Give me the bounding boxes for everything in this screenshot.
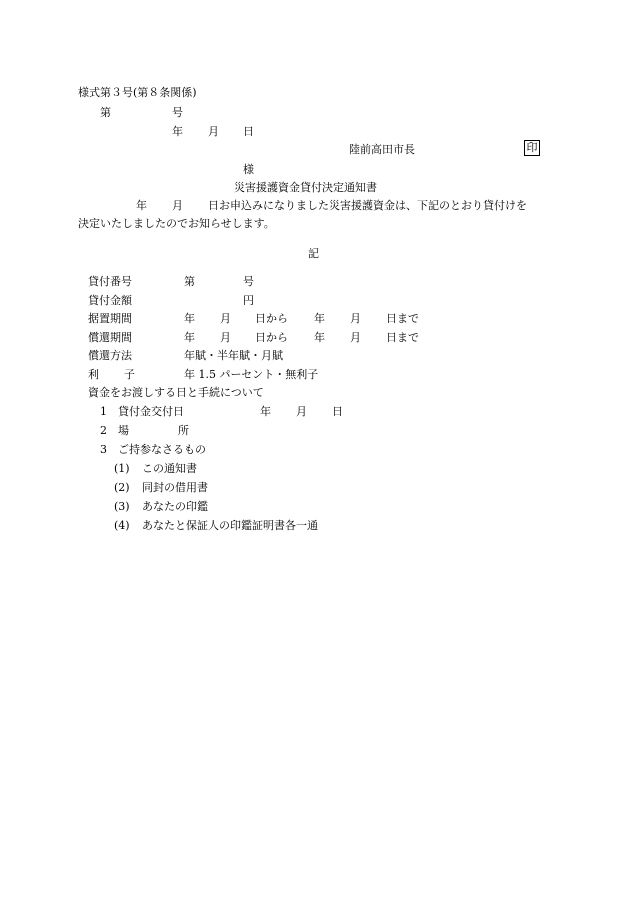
loan-number-prefix: 第 [184,275,195,288]
bring-item-number: (4) [114,519,130,532]
repayment-year1: 年 [184,331,195,344]
bring-item-number: (3) [114,500,130,513]
sub1-year: 年 [260,405,271,418]
bring-item-text: あなたの印鑑 [142,500,208,513]
deferment-until: 日まで [386,312,419,325]
sub1-month: 月 [296,405,307,418]
seal-mark: 印 [524,140,540,156]
repayment-until: 日まで [386,331,419,344]
deferment-month1: 月 [220,312,231,325]
date-year: 年 [172,125,183,138]
sub1-label: 貸付金交付日 [118,405,184,418]
deferment-from: 日から [255,312,288,325]
repayment-label: 償還期間 [88,331,132,344]
bring-item-text: 同封の借用書 [142,481,208,494]
sub3-number: 3 [100,443,107,456]
document-title: 災害援護資金貸付決定通知書 [234,181,377,194]
intro-line1: 日お申込みになりました災害援護資金は、下記のとおり貸付けを [208,199,527,212]
number-prefix: 第 [100,106,111,119]
deferment-year1: 年 [184,312,195,325]
handover-heading: 資金をお渡しする日と手続について [88,386,264,399]
loan-amount-unit: 円 [243,294,254,307]
deferment-label: 据置期間 [88,312,132,325]
bring-item-number: (2) [114,481,130,494]
form-label: 様式第３号(第８条関係) [78,86,197,99]
recipient-suffix: 様 [243,163,254,176]
repayment-year2: 年 [314,331,325,344]
loan-amount-label: 貸付金額 [88,294,132,307]
intro-month: 月 [172,199,183,212]
repayment-month1: 月 [220,331,231,344]
repayment-from: 日から [255,331,288,344]
deferment-year2: 年 [314,312,325,325]
bring-item-number: (1) [114,462,130,475]
sub2-label-left: 場 [118,424,129,437]
interest-label-left: 利 [88,368,99,381]
ki-mark: 記 [308,247,319,260]
sub2-number: 2 [100,424,107,437]
interest-value: 年 1.5 パーセント・無利子 [184,368,319,381]
date-day: 日 [243,125,254,138]
intro-year: 年 [136,199,147,212]
repayment-month2: 月 [350,331,361,344]
sub1-day: 日 [332,405,343,418]
interest-label-right: 子 [124,368,135,381]
deferment-month2: 月 [350,312,361,325]
bring-item-text: あなたと保証人の印鑑証明書各一通 [142,519,318,532]
issuer-name: 陸前高田市長 [349,143,415,156]
number-suffix: 号 [172,106,183,119]
method-value: 年賦・半年賦・月賦 [184,349,283,362]
date-month: 月 [208,125,219,138]
method-label: 償還方法 [88,349,132,362]
bring-item-text: この通知書 [142,462,197,475]
sub1-number: 1 [100,405,107,418]
sub2-label-right: 所 [178,424,189,437]
sub3-label: ご持参なさるもの [118,443,206,456]
loan-number-suffix: 号 [243,275,254,288]
loan-number-label: 貸付番号 [88,275,132,288]
intro-line2: 決定いたしましたのでお知らせします。 [78,217,275,230]
